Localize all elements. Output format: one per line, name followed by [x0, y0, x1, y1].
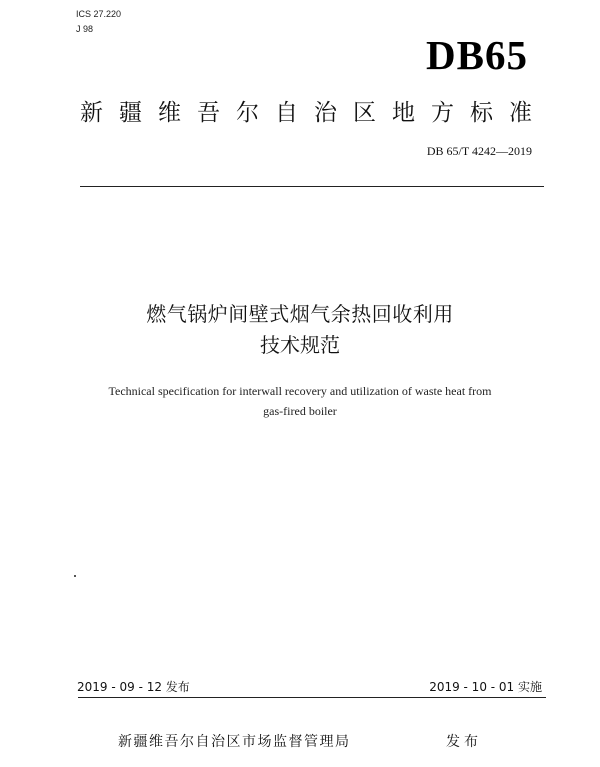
- standard-type-char: 吾: [197, 100, 220, 126]
- english-title-line-2: gas-fired boiler: [263, 404, 337, 418]
- footer-divider: [78, 697, 546, 698]
- publisher-name: 新疆维吾尔自治区市场监督管理局: [118, 734, 351, 750]
- english-title-line-1: Technical specification for interwall recovery and utilization of waste heat from: [108, 384, 492, 398]
- db-logo: DB65: [426, 32, 528, 78]
- chinese-title-line-2: 技术规范: [260, 333, 340, 357]
- standard-type-char: 治: [314, 100, 337, 126]
- standard-type-char: 区: [353, 100, 376, 126]
- implementation-date: 2019 - 10 - 01 实施: [429, 680, 542, 694]
- standard-type-char: 准: [509, 100, 532, 126]
- ics-code: ICS 27.220: [76, 9, 122, 19]
- standard-type-char: 地: [392, 100, 415, 126]
- standard-type-char: 尔: [236, 100, 259, 126]
- scan-speck: [74, 575, 76, 577]
- header-divider: [80, 186, 544, 187]
- standard-type-char: 自: [275, 100, 298, 126]
- chinese-title-line-1: 燃气锅炉间壁式烟气余热回收利用: [146, 302, 454, 326]
- standard-type-char: 维: [158, 100, 181, 126]
- standard-type-char: 新: [80, 100, 103, 126]
- publish-label: 发布: [446, 734, 482, 750]
- standard-type-char: 标: [470, 100, 493, 126]
- standard-type-char: 方: [431, 100, 454, 126]
- standard-type-title: [80, 94, 532, 127]
- standard-type-char: 疆: [119, 100, 142, 126]
- ccs-code: J 98: [76, 24, 94, 34]
- standard-number: DB 65/T 4242—2019: [426, 144, 532, 158]
- issue-date: 2019 - 09 - 12 发布: [77, 680, 190, 694]
